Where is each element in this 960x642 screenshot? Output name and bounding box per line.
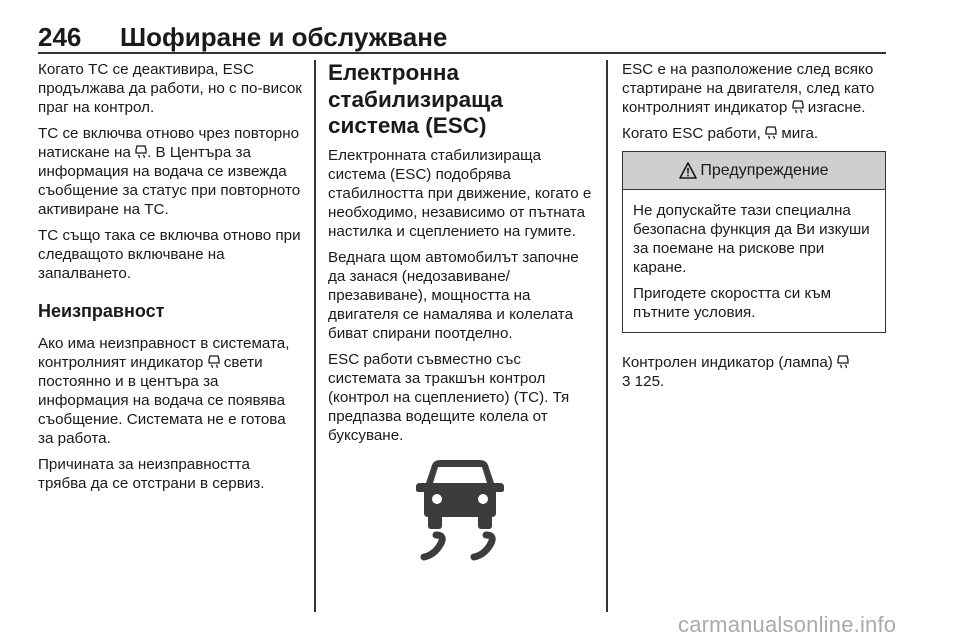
traction-control-icon [792,100,804,114]
paragraph [38,334,302,448]
text-run: мига. [777,125,819,142]
paragraph [622,124,886,143]
page-title: Шофиране и обслужване [120,22,448,52]
paragraph: Когато TC се деактивира, ESC продължава да работи, но с по-висок праг на контрол. [38,61,302,116]
section-heading: Неизправност [38,301,165,321]
text-run: свети постоянно и в центъра за информация на водача се появява съобщение. Системата не е готова за работа. [38,354,286,447]
paragraph: Веднага щом автомобилът започне да занася (недозавиване/презавиване), мощността на двигателя се намалява и колелата биват спирани поотделно. [328,248,579,342]
paragraph: Не допускайте тази специална безопасна функция да Ви изкуши за поемане на рискове при каране. [633,202,870,276]
text-run: ESC е на разположение след всяко стартиране на двигателя, след като контролният индикатор [622,61,875,116]
paragraph [622,60,886,117]
text-run: Контролен индикатор (лампа) [622,354,838,371]
paragraph: TC също така се включва отново при следващото включване на запалването. [38,227,301,282]
warning-header [623,152,885,190]
paragraph: Електронната стабилизираща система (ESC) подобрява стабилността при движение, когато е необходимо, независимо от пътната настилка и сцеплението на гумите. [328,146,592,240]
esc-car-skid-icon [410,457,510,563]
column-1 [38,60,302,500]
column-3 [622,60,886,398]
text-run: TC се включва отново чрез повторно натискане на [38,125,300,161]
warning-triangle-icon [679,162,697,179]
page-reference: 125. [630,373,665,390]
paragraph: Причината за неизправността трябва да се отстрани в сервиз. [38,456,265,492]
paragraph: Пригодете скоростта си към пътните условия. [633,285,832,321]
traction-control-icon [765,126,777,140]
column-divider-2 [606,60,608,612]
text-run: Ако има неизправност в системата, контролният индикатор [38,335,290,371]
paragraph [38,124,302,219]
page-number: 246 [38,22,82,52]
traction-control-icon [135,145,147,159]
paragraph: ESC работи съвместно със системата за тракшън контрол (контрол на сцеплението) (TC). Тя предпазва водещите колела от буксуване. [328,350,570,444]
column-divider-1 [314,60,316,612]
traction-control-icon [208,355,220,369]
reference-arrow-icon: 3 [622,373,631,390]
esc-illustration [328,455,592,567]
watermark: carmanualsonline.info [678,612,897,637]
section-heading: Електронна стабилизираща система (ESC) [328,60,503,138]
text-run: . В Центъра за информация на водача се извежда съобщение за статус при повторното активиране на TC. [38,144,301,218]
text-run: Когато ESC работи, [622,125,766,142]
header-divider [38,52,886,54]
column-2 [328,60,594,567]
warning-title: Предупреждение [700,161,829,179]
traction-control-icon [837,355,849,369]
text-run: изгасне. [803,99,866,116]
warning-body [623,190,885,332]
paragraph [622,353,886,391]
page-header [38,22,884,52]
warning-box [622,151,886,333]
